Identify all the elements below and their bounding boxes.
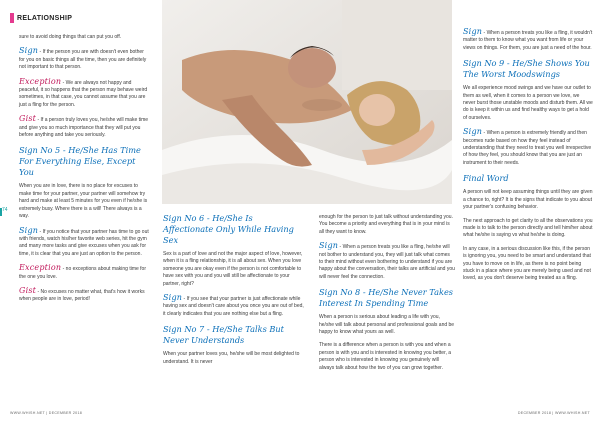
exception-lead: Exception <box>19 76 62 86</box>
paragraph: The next approach to get clarity to all the observations you made is to talk to the person directly and tell him/her about what he/she is saying vs what he/she is doing. <box>463 217 593 239</box>
section-label: RELATIONSHIP <box>17 14 73 22</box>
paragraph: When you are in love, there is no place for excuses to make time for your partner, your partner will somehow try hard and make at least 5 minutes for you even if he/she is extremely busy. Where there is a will! There always is a way. <box>19 183 148 220</box>
sign-paragraph <box>319 242 455 281</box>
couple-photo-illustration <box>162 0 452 204</box>
paragraph: When your partner loves you, he/she will be most delighted to understand. It is never <box>163 351 300 365</box>
column-2 <box>163 210 305 372</box>
sign-lead: Sign <box>463 127 483 137</box>
column-4 <box>463 28 593 289</box>
sign-paragraph <box>463 28 593 52</box>
exception-text: - We are always not happy and peaceful, it so happens that the person may behave weird sometimes, in that case, you cannot assume that you are just a fling for the person. <box>19 79 148 108</box>
exception-lead: Exception <box>19 263 62 273</box>
paragraph: When a person is serious about leading a life with you, he/she will talk about personal and professional goals and be happy to know what yours as well. <box>319 314 455 336</box>
sign-text: - When a person treats you like a fling, he/she will not bother to understand you, they will just talk what comes to their mind without even bothering to understand if you are happy about the conversation, their talks are artificial and you will never feel the connection. <box>319 244 455 280</box>
heading-sign-9: Sign No 9 - He/She Shows You The Worst Moodswings <box>463 58 590 80</box>
column-1 <box>19 34 151 310</box>
sign-text: - When a person is extremely friendly and then becomes rude based on how they feel instead of understanding that they need to treat you well irrespective of how they feel, you should know that you are just an instrument to their needs. <box>463 130 592 166</box>
gist-lead: Gist <box>19 285 37 295</box>
page-number: 74 <box>2 207 8 213</box>
paragraph: Sex is a part of love and not the major aspect of love, however, when it is a fling relationship, it is all about sex. When you love someone you are okay even if the person is not comfortable to have sex with you and you will still be affectionate to your partner, right? <box>163 251 303 287</box>
paragraph: sure to avoid doing things that can put you off. <box>19 34 122 40</box>
gist-text: - No excuses no matter what, that's how it works when people are in love, period! <box>19 288 145 303</box>
paragraph: enough for the person to just talk without understanding you. You become a priority and everything that is in your mind is all they want to know. <box>319 214 453 235</box>
paragraph: We all experience mood swings and we have our outlet to them as well, when it comes to a person we love, we never burst those unstable moods and disturb them. All we do is keep it within us and find healthy ways to get a hold of ourselves. <box>463 85 593 121</box>
section-accent-bar <box>10 13 14 23</box>
footer-left: WWW.WHISH.NET | DECEMBER 2018 <box>10 411 83 415</box>
exception-paragraph <box>19 78 151 110</box>
sign-lead: Sign <box>19 46 39 56</box>
footer-right: DECEMBER 2018 | WWW.WHISH.NET <box>517 411 590 415</box>
sign-paragraph <box>19 227 151 259</box>
gist-paragraph <box>19 115 151 139</box>
sign-text: - If you notice that your partner has time to go out with friends, watch his/her favorite web series, hit the gym and many more tasks and give excuses when you ask for time, it is clear that you are just an option to the person. <box>19 228 149 257</box>
exception-text: - no exceptions about making time for the one you love. <box>19 266 146 280</box>
heading-sign-7: Sign No 7 - He/She Talks But Never Understands <box>163 324 284 346</box>
paragraph: There is a difference when a person is with you and when a person is with you and is interested in knowing you better, a person who is interested in knowing you genuinely will always talk about how the two of you can grow together. <box>319 342 452 371</box>
sign-lead: Sign <box>19 225 39 235</box>
sign-paragraph <box>19 47 151 71</box>
sign-lead: Sign <box>163 293 183 303</box>
sign-lead: Sign <box>319 241 339 251</box>
sign-paragraph <box>463 128 593 167</box>
gist-text: - If a person truly loves you, he/she will make time and give you so much importance that they will put you before anything and take you seriously. <box>19 117 149 139</box>
column-3 <box>319 214 455 378</box>
gist-paragraph <box>19 287 151 304</box>
sign-lead: Sign <box>463 27 483 36</box>
sign-text: - If you see that your partner is just affectionate while having sex and doesn't care about you once you are out of bed, it clearly indicates that you are nothing else but a fling. <box>163 296 304 317</box>
sign-text: - If the person you are with doesn't even bother for you on basic things all the time, then you are definitely not important to that person. <box>19 49 147 71</box>
section-header <box>10 13 72 23</box>
heading-final-word: Final Word <box>463 173 509 184</box>
exception-paragraph <box>19 264 151 281</box>
heading-sign-5: Sign No 5 - He/She Has Time For Everything Else, Except You <box>19 145 141 178</box>
paragraph: In any case, in a serious discussion like this, if the person is ignoring you, you need to be smart and understand that you have to move on in life, as there is no point being stuck in a place where you are merely being used and not loved, as you don't deserve being treated as a fling. <box>463 245 591 282</box>
gist-lead: Gist <box>19 114 37 124</box>
paragraph: A person will not keep assuming things until they are given a chance to, right? It is the signs that indicate to you about your partner's confusing behavior. <box>463 189 593 211</box>
sign-text: - When a person treats you like a fling, it wouldn't matter to them to know what you want from life or your views on things. For them, you are just a need of the hour. <box>463 30 593 51</box>
heading-sign-6: Sign No 6 - He/She Is Affectionate Only While Having Sex <box>163 213 294 245</box>
article-photo <box>162 0 452 204</box>
sign-paragraph <box>163 294 305 318</box>
heading-sign-8: Sign No 8 - He/She Never Takes Interest In Spending Time <box>319 287 454 309</box>
